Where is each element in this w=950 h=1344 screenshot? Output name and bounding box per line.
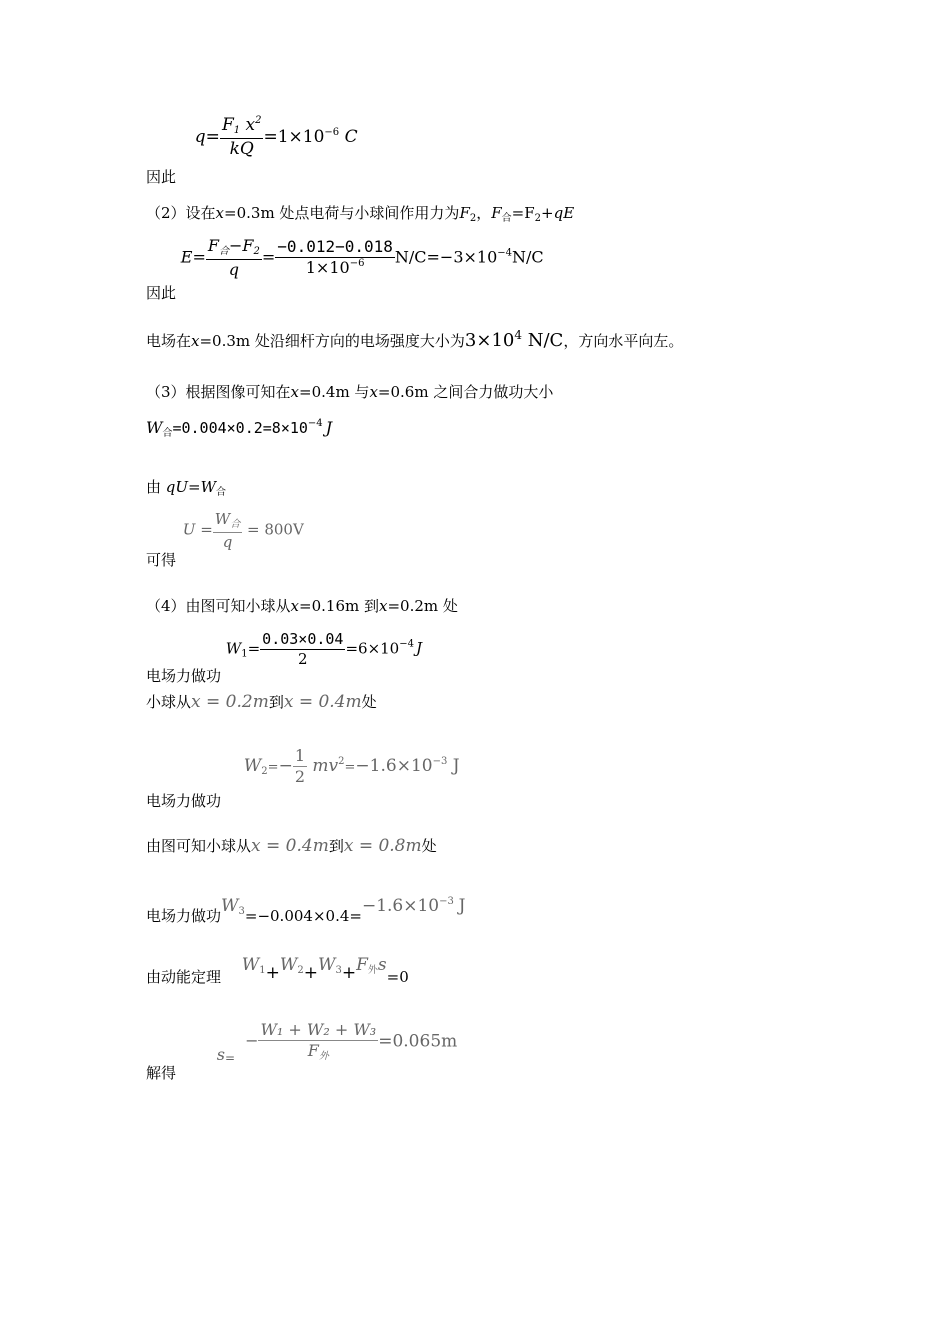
equation-W3: $W_3=-0.004\times 0.4=-1.6\times 10^{-3}$ J — [221, 896, 466, 925]
equation-E: E= $\frac{F_合-F_2}{q}$ = $\frac{-0.012-0.018}{1\times 10^{-6}}$ $N/C=-3\times 10^{-4}N/C$ — [180, 236, 544, 279]
equation-kinetic-row — [146, 955, 409, 986]
part4-intro: （4）由图可知小球从x=0.16m 到x=0.2m 处 — [146, 597, 458, 615]
equation-W2-row — [146, 746, 460, 810]
equation-solution-row — [146, 1012, 458, 1083]
lead-obtain: 可得 — [146, 550, 177, 569]
equation-U: U = $\frac{W_合}{q}$ = 800V — [182, 510, 304, 551]
lead-work-3: 电场力做功 — [146, 907, 222, 925]
equation-W-net: $W_合=0.004\times 0.2=8\times 10^{-4}$ J — [146, 418, 333, 439]
equation-solution-s: $s_=-$ $\frac{\text{W₁ + W₂ + W₃}}{F_外}$ =0.065m — [216, 1020, 458, 1066]
lead-work-1: 电场力做功 — [146, 667, 222, 686]
solution-part1 — [146, 115, 358, 186]
equation-W2: $W_2=-$ $\frac{1}{2}$ $mv^2=-1.6\times 10^{-3}$ J — [243, 746, 460, 786]
movement-1: 小球从x = 0.2m到x = 0.4m处 — [146, 692, 377, 712]
movement-2: 由图可知小球从x = 0.4m到x = 0.8m处 — [146, 836, 437, 856]
lead-therefore-2: 因此 — [146, 284, 177, 303]
lead-solve: 解得 — [146, 1064, 177, 1083]
part2-conclusion: 电场在x=0.3m 处沿细杆方向的电场强度大小为$3\times 10^4$ N/C，方向水平向左。 — [146, 328, 684, 351]
part2-intro: （2）设在x=0.3m 处点电荷与小球间作用力为$F_2$，$F_合=F_2+qE$ — [146, 204, 575, 224]
lead-work-2: 电场力做功 — [146, 792, 222, 810]
lead-kinetic-theorem: 由动能定理 — [146, 968, 222, 986]
equation-U-row — [146, 510, 304, 569]
equation-q: q= $\frac{F_1 x^2}{kQ}$ $=1\times 10^{-6}$ C — [194, 115, 358, 159]
equation-E-row — [146, 236, 544, 303]
part3-intro: （3）根据图像可知在x=0.4m 与x=0.6m 之间合力做功大小 — [146, 383, 554, 401]
equation-W1: $W_1=$ $\frac{0.03\times 0.04}{2}$ $=6\times 10^{-4}$ J — [225, 630, 422, 668]
equation-kinetic-energy: $W_1+W_2+W_3+F_外s=0$ — [241, 955, 409, 986]
equation-W3-row — [146, 896, 466, 925]
relation-qU: 由 $qU=W_合$ — [146, 478, 227, 498]
equation-W1-row — [146, 630, 422, 686]
lead-therefore: 因此 — [146, 167, 177, 186]
